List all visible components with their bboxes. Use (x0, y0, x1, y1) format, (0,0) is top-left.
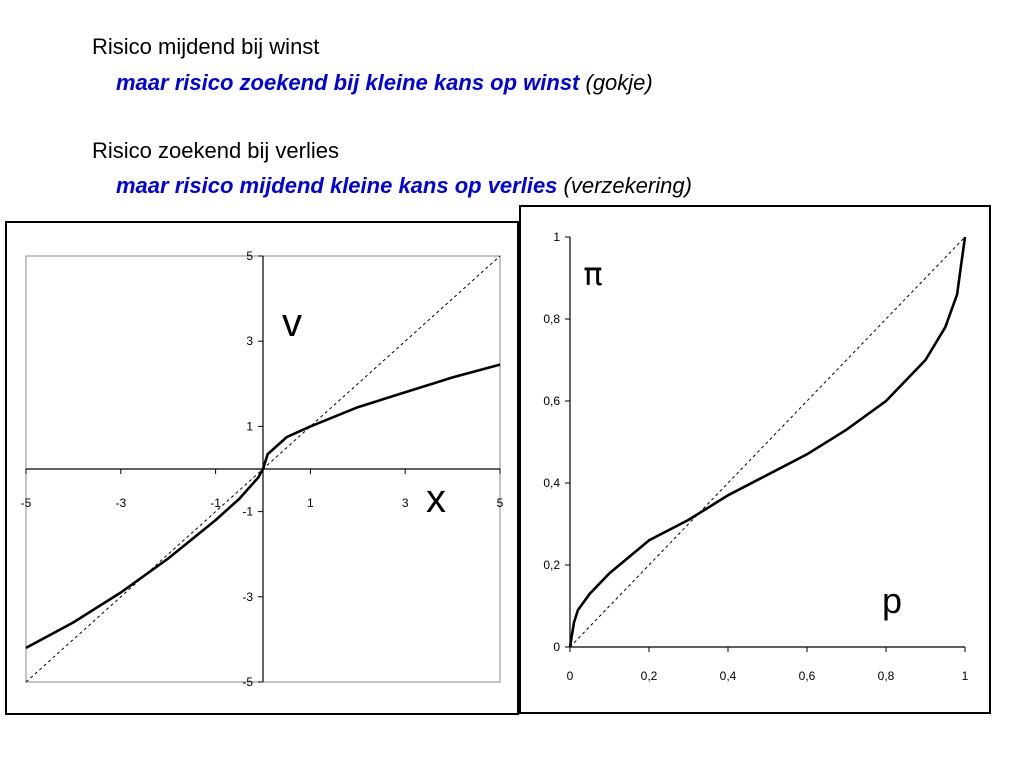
loss-subline-emphasis: maar risico mijdend kleine kans op verlies (116, 173, 558, 198)
y-tick-label: 0 (553, 640, 560, 654)
x-tick-label: 1 (961, 669, 969, 683)
loss-subline-note: (verzekering) (563, 173, 692, 198)
x-axis-label: x (426, 477, 446, 521)
x-tick-label: 0,6 (798, 669, 816, 683)
weighting-chart-marks (543, 230, 968, 683)
y-tick-label: 0,8 (543, 312, 560, 326)
x-tick-label: -3 (115, 496, 127, 510)
y-tick-label: -1 (242, 504, 253, 519)
loss-line: Risico zoekend bij verlies (92, 138, 339, 163)
y-tick-label: 1 (246, 419, 253, 434)
y-tick-label: 0,4 (543, 476, 560, 490)
y-tick-label: 3 (246, 334, 253, 349)
y-tick-label: 1 (553, 230, 560, 244)
x-axis-label: p (881, 580, 903, 621)
x-tick-label: 0,4 (719, 669, 737, 683)
x-tick-label: -1 (210, 496, 221, 510)
y-axis-label: v (282, 301, 302, 345)
x-tick-label: 3 (401, 496, 409, 510)
x-tick-label: -5 (20, 496, 32, 510)
y-tick-label: -5 (242, 675, 253, 689)
x-tick-label: 0,2 (640, 669, 658, 683)
y-tick-label: 0,2 (543, 558, 560, 572)
y-tick-label: -3 (242, 589, 253, 604)
gain-subline-emphasis: maar risico zoekend bij kleine kans op winst (116, 70, 580, 95)
reference-diagonal-line (570, 237, 965, 647)
y-tick-label: 0,6 (543, 394, 560, 408)
y-tick-label: 5 (246, 249, 253, 263)
x-tick-label: 0,8 (877, 669, 895, 683)
x-tick-label: 5 (496, 496, 504, 510)
gain-line: Risico mijdend bij winst (92, 34, 320, 59)
x-tick-label: 1 (307, 496, 314, 510)
gain-subline-note: (gokje) (585, 70, 653, 95)
y-axis-label: π (583, 255, 603, 293)
x-tick-label: 0 (566, 669, 574, 683)
